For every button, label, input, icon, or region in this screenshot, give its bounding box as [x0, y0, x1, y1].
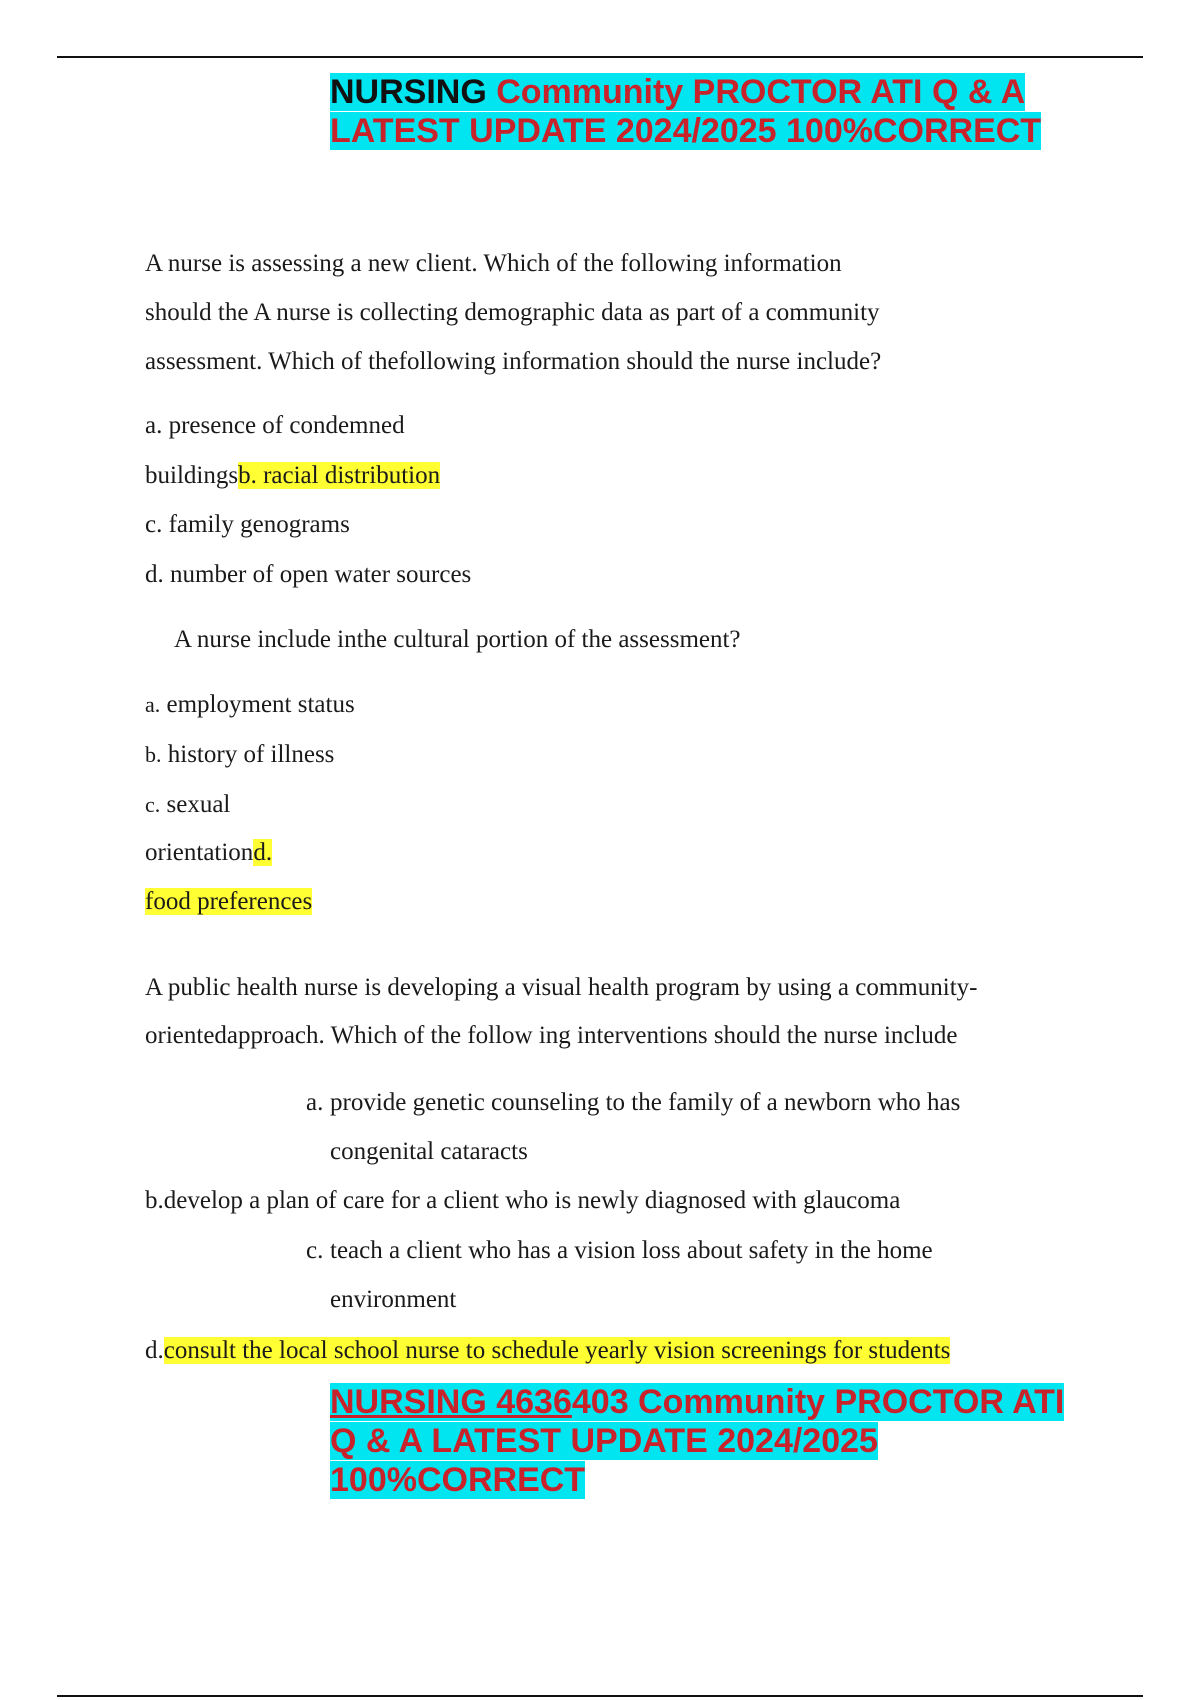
q2-b-marker: b.	[145, 742, 162, 767]
q1-option-a-b-line	[145, 461, 440, 491]
bottom-title	[330, 1383, 1064, 1500]
q1-option-d: d. number of open water sources	[145, 561, 472, 588]
q2-option-c-d-line	[145, 838, 272, 868]
q3-b-text: develop a plan of care for a client who is newly diagnosed with glaucoma	[163, 1187, 901, 1214]
q3-c-marker: c.	[306, 1237, 324, 1264]
bottom-title-line3: 100%CORRECT	[330, 1461, 586, 1500]
title-line2: LATEST UPDATE 2024/2025 100%CORRECT	[330, 112, 1042, 151]
q3-c-line2: environment	[330, 1286, 457, 1313]
q3-b-marker: b.	[145, 1187, 164, 1214]
q2-c-cont: orientation	[145, 839, 254, 866]
bottom-title-line2: Q & A LATEST UPDATE 2024/2025	[330, 1422, 878, 1461]
q3-c-line1: teach a client who has a vision loss about safety in the home	[330, 1237, 933, 1264]
bottom-rule	[57, 1695, 1143, 1697]
q2-option-a	[145, 690, 355, 720]
q3-d-marker: d.	[145, 1337, 164, 1364]
q3-d-answer: consult the local school nurse to schedule yearly vision screenings for students	[163, 1337, 951, 1364]
q2-a-text: employment status	[166, 691, 355, 718]
title-main: Community PROCTOR ATI Q & A	[496, 73, 1026, 111]
q1-stem-line1: A nurse is assessing a new client. Which of the following information	[145, 250, 842, 277]
bottom-title-line1-rest: 403 Community PROCTOR ATI	[571, 1383, 1065, 1421]
q1-option-a-cont: buildings	[145, 462, 239, 489]
q1-stem-line2: should the A nurse is collecting demographic data as part of a community	[145, 299, 880, 326]
q3-a-line2: congenital cataracts	[330, 1138, 528, 1165]
q3-a-line1: provide genetic counseling to the family of a newborn who has	[330, 1089, 961, 1116]
q3-option-d	[145, 1336, 950, 1366]
q1-option-c: c. family genograms	[145, 511, 350, 538]
q2-option-b	[145, 740, 334, 770]
q1-option-a: a. presence of condemned	[145, 412, 405, 439]
q2-d-answer: food preferences	[145, 888, 313, 915]
q2-c-text: sexual	[166, 791, 231, 818]
q3-option-b	[145, 1186, 900, 1216]
document-title	[330, 73, 1041, 151]
q2-option-c	[145, 790, 230, 820]
q2-a-marker: a.	[145, 692, 161, 717]
q2-c-marker: c.	[145, 792, 161, 817]
q3-a-marker: a.	[306, 1089, 324, 1116]
q3-stem-line2: orientedapproach. Which of the follow ing interventions should the nurse include	[145, 1022, 958, 1049]
q2-b-text: history of illness	[167, 741, 335, 768]
bottom-title-underlined: NURSING 4636	[330, 1383, 572, 1421]
q2-option-d	[145, 887, 312, 917]
title-prefix: NURSING	[330, 73, 497, 111]
q2-d-marker: d.	[253, 839, 273, 866]
q1-stem-line3: assessment. Which of thefollowing information should the nurse include?	[145, 348, 882, 375]
top-rule	[57, 56, 1143, 58]
q1-option-b-answer: b. racial distribution	[238, 462, 441, 489]
q2-stem: A nurse include inthe cultural portion of the assessment?	[174, 626, 741, 653]
q3-stem-line1: A public health nurse is developing a visual health program by using a community-	[145, 974, 978, 1001]
